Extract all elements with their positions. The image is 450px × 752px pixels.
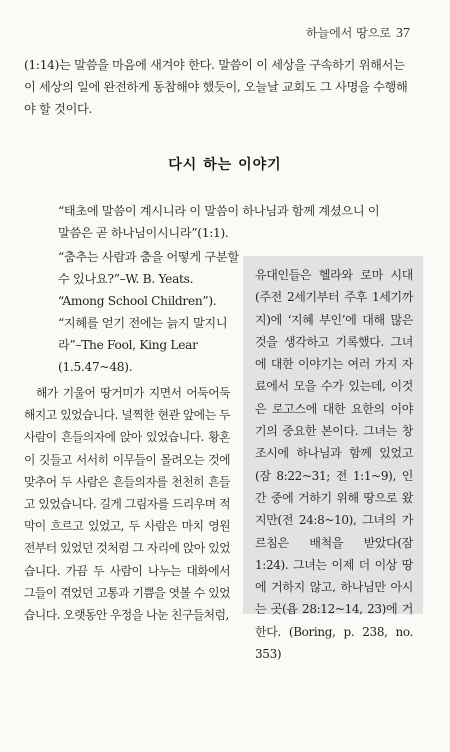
- intro-paragraph: (1:14)는 말씀을 마음에 새겨야 한다. 말씀이 이 세상을 구속하기 위해서는 이 세상의 일에 완전하게 동참해야 했듯이, 오늘날 교회도 그 사명을 수행해야 할 것이다.: [24, 58, 408, 116]
- epigraph-john: “태초에 말씀이 계시니라 이 말씀이 하나님과 함께 계셨으니 이 말씀은 곧 하나님이시니라”(1:1).: [58, 204, 380, 240]
- running-title: 하늘에서 땅으로: [306, 26, 391, 40]
- page-number: 37: [396, 26, 410, 41]
- epigraph-yeats: “춤추는 사람과 춤을 어떻게 구분할 수 있나요?”–W. B. Yeats. “Among School Children”).: [58, 250, 239, 308]
- sidebar-box: [243, 256, 423, 662]
- body-paragraph: 해가 기울어 땅거미가 지면서 어둑어둑해지고 있었습니다. 널찍한 현관 앞에는 두 사람이 흔들의자에 앉아 있었습니다. 황혼이 깃들고 서서히 이무들이 몰려오는 것에 맞추어 두 사람은 흔들의자를 천천히 흔들고 있었습니다. 길게 그림자를 드리우며 적막이 흐르고 있었고, 두 사람은 마치 영원 전부터 있었던 것처럼 그 자리에 앉아 있었습니다. 가끔 두 사람이 나누는 대화에서 그들이 겪었던 고통과 기쁨을 엿볼 수 있었습니다. 오랫동안 우정을 나눈 친구들처럼,: [24, 386, 230, 623]
- running-header: [306, 24, 410, 42]
- sidebar-text: 유대인들은 헬라와 로마 시대(주전 2세기부터 주후 1세기까지)에 ‘지혜 부인’에 대해 많은 것을 생각하고 기록했다. 그녀에 대한 이야기는 여러 가지 자료에서 모을 수가 있는데, 이것은 로고스에 대한 요한의 이야기의 중요한 본이다. 그녀는 창조시에 하나님과 함께 있었고(잠 8:22~31; 전 1:1~9), 인간 중에 거하기 위해 땅으로 왔지만(전 24:8~10), 그녀의 가르침은 배척을 받았다(잠 1:24). 그녀는 이제 더 이상 땅에 거하지 않고, 하나님만 아시는 곳(욥 28:12~14, 23)에 거한다. (Boring, p. 238, no. 353): [255, 268, 413, 662]
- epigraph-king-lear: “지혜를 얻기 전에는 늙지 말지니라”–The Fool, King Lear (1.5.47~48).: [58, 316, 228, 374]
- section-title: 다시 하는 이야기: [168, 157, 282, 173]
